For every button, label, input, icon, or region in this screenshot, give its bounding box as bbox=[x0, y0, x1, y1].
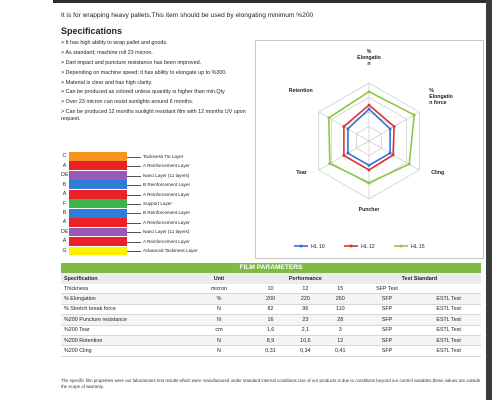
radar-point bbox=[343, 125, 346, 128]
radar-axis-label-line: Tear bbox=[296, 170, 307, 176]
layer-letter: F bbox=[62, 200, 67, 207]
radar-point bbox=[389, 152, 392, 155]
cell-unit: N bbox=[185, 315, 253, 325]
radar-axis-label bbox=[431, 170, 444, 176]
radar-point bbox=[368, 181, 371, 184]
radar-point bbox=[408, 163, 411, 166]
layer-label: Nano Layer (11 layers) bbox=[143, 229, 190, 235]
table-row bbox=[61, 315, 481, 325]
spec-item: > Can be produced 12 months sunlight resistant film with 12 months UV upon request. bbox=[61, 109, 259, 122]
radar-point bbox=[368, 169, 371, 172]
cell-value-hl10: 82 bbox=[253, 304, 288, 314]
spec-item: > It has high ability to wrap pallet and goods. bbox=[61, 40, 259, 47]
layer-letter: A bbox=[62, 219, 67, 226]
layer-letter: DE bbox=[61, 228, 69, 235]
cell-standard: SFP bbox=[358, 294, 417, 304]
radar-axis-label-line: Elongatio bbox=[429, 94, 453, 100]
layer-leader-line bbox=[127, 223, 141, 224]
radar-point bbox=[343, 154, 346, 157]
radar-point bbox=[393, 125, 396, 128]
cell-value-hl12: 12 bbox=[288, 284, 323, 294]
table-row bbox=[61, 335, 481, 345]
header-specification: Specification bbox=[61, 273, 185, 284]
specifications-list bbox=[61, 40, 259, 126]
table-row bbox=[61, 304, 481, 314]
cell-value-hl15: 28 bbox=[323, 315, 358, 325]
legend-marker bbox=[350, 245, 353, 248]
radar-point bbox=[368, 164, 371, 167]
radar-axis-label-line: % bbox=[429, 88, 434, 94]
cell-value-hl15: 3 bbox=[323, 325, 358, 335]
layer-leader-line bbox=[127, 176, 141, 177]
layer-bar bbox=[69, 161, 127, 170]
radar-axis-label bbox=[357, 49, 381, 67]
layer-letter: A bbox=[62, 191, 67, 198]
radar-point bbox=[389, 128, 392, 131]
cell-specification: % Elongation bbox=[61, 294, 185, 304]
layer-label: Tackiness Tie Layer bbox=[143, 153, 184, 159]
radar-point bbox=[368, 104, 371, 107]
layer-letter: DE bbox=[61, 172, 69, 179]
header-performance: Performance bbox=[253, 273, 358, 284]
layer-bar bbox=[69, 237, 127, 246]
cell-value-hl15: 260 bbox=[323, 294, 358, 304]
cell-standard-test: ESTL Test bbox=[416, 325, 481, 335]
layer-leader-line bbox=[127, 204, 141, 205]
cell-value-hl10: 8,9 bbox=[253, 335, 288, 345]
cell-standard: SFP bbox=[358, 335, 417, 345]
legend-label: HL 10 bbox=[311, 244, 325, 250]
layer-letter: B bbox=[62, 181, 67, 188]
footnote: The specific film properties were our laboratories test results which were manufactured under standard internal conditions.Use of our products is due to conditions beyond our control variables,these values are outside the scope of warranty. bbox=[61, 378, 481, 389]
cell-standard-test: ESTL Test bbox=[416, 304, 481, 314]
radar-point bbox=[347, 152, 350, 155]
layer-bar bbox=[69, 190, 127, 199]
radar-axis-label bbox=[289, 88, 313, 94]
cell-value-hl12: 220 bbox=[288, 294, 323, 304]
cell-standard-test: ESTL Test bbox=[416, 315, 481, 325]
cell-standard: SFP bbox=[358, 304, 417, 314]
layer-leader-line bbox=[127, 213, 141, 214]
layer-bar bbox=[69, 228, 127, 237]
cell-standard-test bbox=[416, 284, 481, 294]
layer-label: B Reinforcement Layer bbox=[143, 182, 190, 188]
cell-standard: SFP Test bbox=[358, 284, 417, 294]
cell-value-hl12: 96 bbox=[288, 304, 323, 314]
cell-specification: %200 Cling bbox=[61, 346, 185, 356]
cell-value-hl12: 10,6 bbox=[288, 335, 323, 345]
spec-item: > Material is clear and has high clarity. bbox=[61, 80, 259, 87]
radar-axis-label-line: Elongatio bbox=[357, 55, 381, 61]
layer-label: A Reinforcement Layer bbox=[143, 163, 190, 169]
parameters-grid bbox=[61, 273, 481, 357]
layer-leader-line bbox=[127, 166, 141, 167]
header-test-standard: Test Standard bbox=[358, 273, 481, 284]
table-body bbox=[61, 284, 481, 356]
spec-item: > Can be produced as colored unless quantity is higher than min.Qty bbox=[61, 89, 259, 96]
cell-value-hl10: 200 bbox=[253, 294, 288, 304]
radar-point bbox=[347, 128, 350, 131]
layer-label: Advanced Tackiness Layer bbox=[143, 248, 198, 254]
cell-value-hl15: 0,41 bbox=[323, 346, 358, 356]
cell-specification: %200 Puncture resistance bbox=[61, 315, 185, 325]
radar-axis-label-line: n bbox=[367, 61, 371, 67]
cell-unit: N bbox=[185, 304, 253, 314]
layer-label: A Reinforcement Layer bbox=[143, 238, 190, 244]
radar-axis-label-line: Cling bbox=[431, 170, 445, 176]
cell-standard-test: ESTL Test bbox=[416, 346, 481, 356]
cell-standard-test: ESTL Test bbox=[416, 335, 481, 345]
radar-point bbox=[368, 90, 371, 93]
radar-axis-label-line: n force bbox=[429, 100, 447, 106]
layer-bar bbox=[69, 199, 127, 208]
radar-axis-label-line: Puncher bbox=[358, 207, 380, 213]
cell-specification: %200 Tear bbox=[61, 325, 185, 335]
layer-bar bbox=[69, 171, 127, 180]
table-row bbox=[61, 284, 481, 294]
layer-label: Nano Layer (11 layers) bbox=[143, 172, 190, 178]
cell-value-hl15: 15 bbox=[323, 284, 358, 294]
layer-leader-line bbox=[127, 185, 141, 186]
layer-label: Support Layer bbox=[143, 201, 172, 206]
layer-letter: A bbox=[62, 162, 67, 169]
radar-axis-label-line: Retention bbox=[288, 88, 313, 94]
radar-chart-svg bbox=[256, 41, 483, 258]
layer-leader-line bbox=[127, 232, 141, 233]
radar-point bbox=[368, 108, 371, 111]
legend-label: HL 12 bbox=[361, 244, 375, 250]
layer-label: A Reinforcement Layer bbox=[143, 219, 190, 225]
cell-unit: % bbox=[185, 294, 253, 304]
radar-point bbox=[413, 114, 416, 117]
layer-label: A Reinforcement Layer bbox=[143, 191, 190, 197]
cell-value-hl10: 10 bbox=[253, 284, 288, 294]
cell-unit: N bbox=[185, 335, 253, 345]
spec-item: > Depending on machine speed; it has ability to elongate up to %300. bbox=[61, 70, 259, 77]
cell-value-hl12: 23 bbox=[288, 315, 323, 325]
cell-value-hl15: 12 bbox=[323, 335, 358, 345]
cell-standard: SFP bbox=[358, 315, 417, 325]
table-row bbox=[61, 346, 481, 356]
layer-leader-line bbox=[127, 195, 141, 196]
legend-label: HL 15 bbox=[411, 244, 425, 250]
cell-value-hl15: 110 bbox=[323, 304, 358, 314]
specifications-heading: Specifications bbox=[61, 26, 123, 36]
layer-leader-line bbox=[127, 242, 141, 243]
radar-point bbox=[392, 154, 395, 157]
layer-bar bbox=[69, 180, 127, 189]
cell-value-hl10: 1,6 bbox=[253, 325, 288, 335]
cell-unit: micron bbox=[185, 284, 253, 294]
layer-bar bbox=[69, 152, 127, 161]
layer-leader-line bbox=[127, 251, 141, 252]
table-header-row bbox=[61, 273, 481, 284]
cell-value-hl12: 0,34 bbox=[288, 346, 323, 356]
datasheet-page bbox=[53, 0, 492, 400]
layer-letter: A bbox=[62, 238, 67, 245]
radar-chart bbox=[255, 40, 484, 259]
cell-standard: SFP bbox=[358, 346, 417, 356]
header-unit: Unit bbox=[185, 273, 253, 284]
table-row bbox=[61, 325, 481, 335]
table-row bbox=[61, 294, 481, 304]
cell-value-hl12: 2,1 bbox=[288, 325, 323, 335]
intro-text: It is for wrapping heavy pallets.This item should be used by elongating minimum %200 bbox=[61, 12, 314, 19]
cell-specification: %200 Retention bbox=[61, 335, 185, 345]
spec-item: > Dart impact and puncture resistance has been improved. bbox=[61, 60, 259, 67]
film-parameters-table bbox=[61, 263, 481, 357]
cell-unit: N bbox=[185, 346, 253, 356]
cell-standard: SFP bbox=[358, 325, 417, 335]
layer-structure-diagram bbox=[61, 152, 251, 256]
top-rule bbox=[53, 0, 486, 3]
cell-specification: Thickness bbox=[61, 284, 185, 294]
layer-bar bbox=[69, 247, 127, 256]
layer-bar bbox=[69, 218, 127, 227]
layer-leader-line bbox=[127, 157, 141, 158]
table-title: FILM PARAMETERS bbox=[61, 263, 481, 273]
cell-value-hl10: 0,31 bbox=[253, 346, 288, 356]
legend-marker bbox=[300, 245, 303, 248]
spec-item: > As standard; machine roll 23 micron. bbox=[61, 50, 259, 57]
layer-label: B Reinforcement Layer bbox=[143, 210, 190, 216]
radar-axis-label bbox=[429, 88, 453, 106]
cell-value-hl10: 16 bbox=[253, 315, 288, 325]
radar-point bbox=[328, 117, 331, 120]
cell-standard-test: ESTL Test bbox=[416, 294, 481, 304]
legend-marker bbox=[400, 245, 403, 248]
cell-specification: % Stretch break force bbox=[61, 304, 185, 314]
radar-axis-label bbox=[296, 170, 307, 176]
radar-axis-label bbox=[359, 207, 380, 213]
layer-letter: G bbox=[62, 247, 67, 254]
cell-unit: cm bbox=[185, 325, 253, 335]
layer-letter: C bbox=[62, 153, 67, 160]
radar-point bbox=[329, 162, 332, 165]
spec-item: > Over 23 micron can resist sunlights around 6 months. bbox=[61, 99, 259, 106]
radar-axis-label-line: % bbox=[366, 49, 372, 55]
layer-bar bbox=[69, 209, 127, 218]
layer-letter: B bbox=[62, 209, 67, 216]
